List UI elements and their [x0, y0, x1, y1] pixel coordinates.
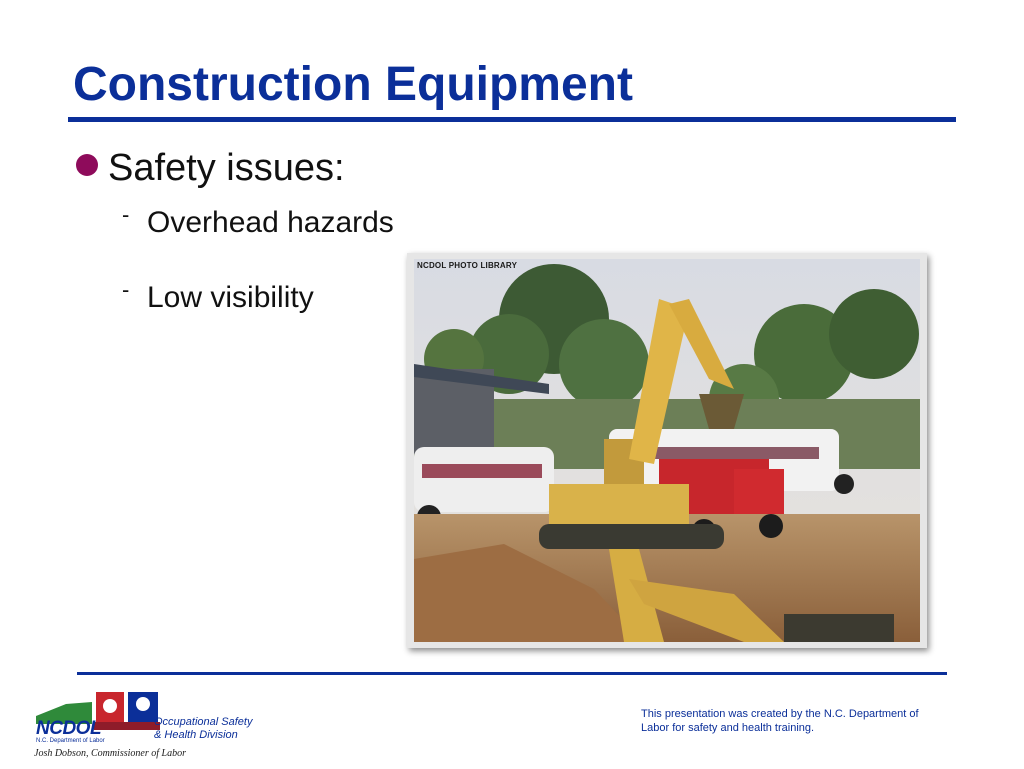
footer-note: This presentation was created by the N.C. Department of Labor for safety and health training.: [641, 708, 919, 734]
division-label: [154, 716, 264, 742]
sub-item-label: Low visibility: [147, 281, 314, 314]
excavator-photo-illustration: [414, 259, 920, 642]
sub-item-overhead-hazards: [122, 197, 394, 241]
dash-marker: -: [122, 277, 130, 302]
department-label: N.C. Department of Labor: [36, 738, 105, 744]
division-line-1: Occupational Safety: [154, 716, 253, 728]
ncdol-wordmark: NCDOL: [36, 718, 102, 739]
sub-item-label: Overhead hazards: [147, 206, 394, 239]
construction-photo: [407, 253, 927, 648]
bullet-dot-icon: [76, 154, 98, 176]
commissioner-label: Josh Dobson, Commissioner of Labor: [34, 748, 186, 759]
dash-marker: -: [122, 202, 130, 227]
title-underline: [68, 117, 956, 122]
sub-item-low-visibility: [122, 272, 314, 316]
division-line-2: & Health Division: [154, 729, 238, 741]
bullet-text: Safety issues:: [108, 147, 345, 189]
footer-divider: [77, 672, 947, 675]
slide-title: Construction Equipment: [73, 58, 633, 111]
photo-caption: NCDOL PHOTO LIBRARY: [417, 261, 518, 270]
